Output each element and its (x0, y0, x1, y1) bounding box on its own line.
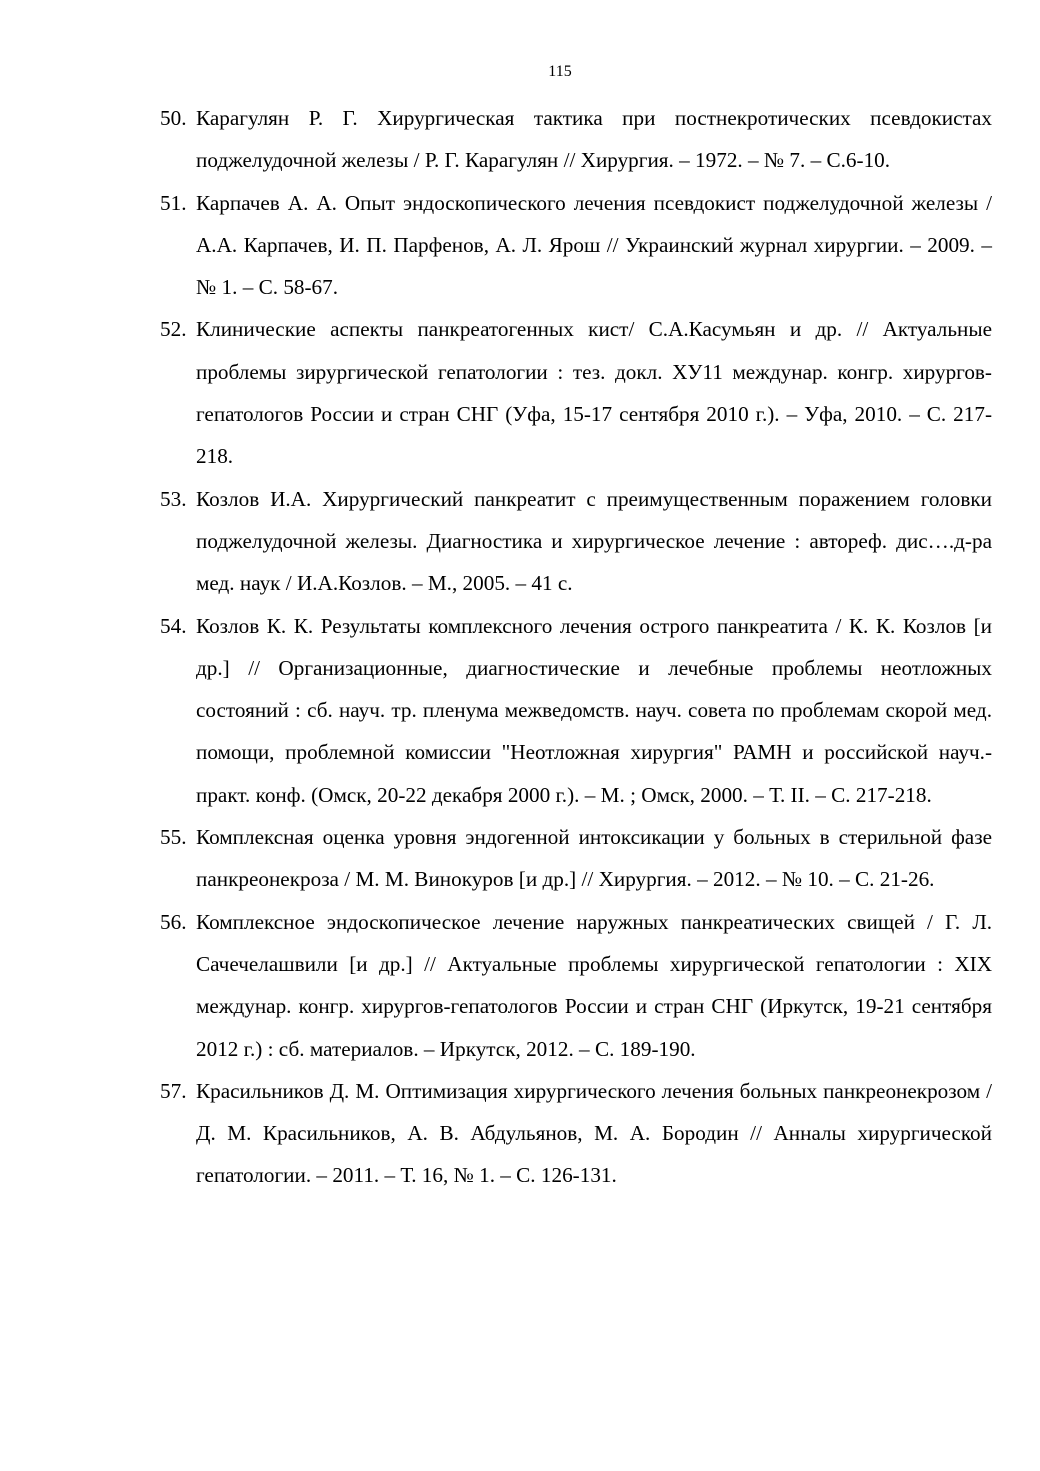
reference-number: 55. (160, 825, 187, 850)
reference-item (160, 308, 992, 477)
reference-number: 56. (160, 909, 187, 934)
reference-item (160, 182, 992, 309)
reference-list (160, 97, 992, 1197)
reference-item (160, 97, 992, 182)
reference-text: Козлов К. К. Результаты комплексного лечения острого панкреатита / К. К. Козлов [и др.] // Организационные, диагностические и лечебные проблемы неотложных состояний : сб. науч. тр. пленума межведомств. науч. совета по проблемам скорой мед. помощи, проблемной комиссии "Неотложная хирургия" РАМН и российской науч.-практ. конф. (Омск, 20-22 декабря 2000 г.). – М. ; Омск, 2000. – Т. II. – С. 217-218. (196, 613, 992, 807)
reference-number: 50. (160, 106, 187, 130)
reference-text: Красильников Д. М. Оптимизация хирургического лечения больных панкреонекрозом / Д. М. Красильников, А. В. Абдульянов, М. А. Бородин // Анналы хирургической гепатологии. – 2011. – Т. 16, № 1. – С. 126-131. (196, 1078, 992, 1188)
reference-number: 52. (160, 317, 187, 342)
reference-text: Комплексное эндоскопическое лечение наружных панкреатических свищей / Г. Л. Сачечелашвили [и др.] // Актуальные проблемы хирургической гепатологии : XIX междунар. конгр. хирургов-гепатологов России и стран СНГ (Иркутск, 19-21 сентября 2012 г.) : сб. материалов. – Иркутск, 2012. – С. 189-190. (196, 909, 992, 1061)
page-number: 115 (548, 63, 572, 80)
reference-number: 53. (160, 486, 187, 511)
reference-item (160, 605, 992, 816)
reference-text: Комплексная оценка уровня эндогенной интоксикации у больных в стерильной фазе панкреонекроза / М. М. Винокуров [и др.] // Хирургия. – 2012. – № 10. – С. 21-26. (196, 825, 992, 892)
reference-text: Клинические аспекты панкреатогенных кист/ С.А.Касумьян и др. // Актуальные проблемы зирургической гепатологии : тез. докл. ХУ11 междунар. конгр. хирургов-гепатологов России и стран СНГ (Уфа, 15-17 сентября 2010 г.). – Уфа, 2010. – С. 217-218. (196, 317, 992, 469)
reference-item (160, 901, 992, 1070)
reference-number: 51. (160, 190, 187, 215)
reference-item (160, 816, 992, 901)
reference-item (160, 1070, 992, 1197)
reference-text: Карагулян Р. Г. Хирургическая тактика при постнекротических псевдокистах поджелудочной железы / Р. Г. Карагулян // Хирургия. – 1972. – № 7. – С.6-10. (196, 106, 992, 173)
reference-item (160, 478, 992, 605)
reference-text: Карпачев А. А. Опыт эндоскопического лечения псевдокист поджелудочной железы / А.А. Карпачев, И. П. Парфенов, А. Л. Ярош // Украинский журнал хирургии. – 2009. – № 1. – С. 58-67. (196, 190, 992, 300)
reference-number: 54. (160, 613, 187, 638)
reference-number: 57. (160, 1078, 187, 1103)
reference-text: Козлов И.А. Хирургический панкреатит с преимущественным поражением головки поджелудочной железы. Диагностика и хирургическое лечение : автореф. дис….д-ра мед. наук / И.А.Козлов. – М., 2005. – 41 с. (196, 486, 992, 596)
